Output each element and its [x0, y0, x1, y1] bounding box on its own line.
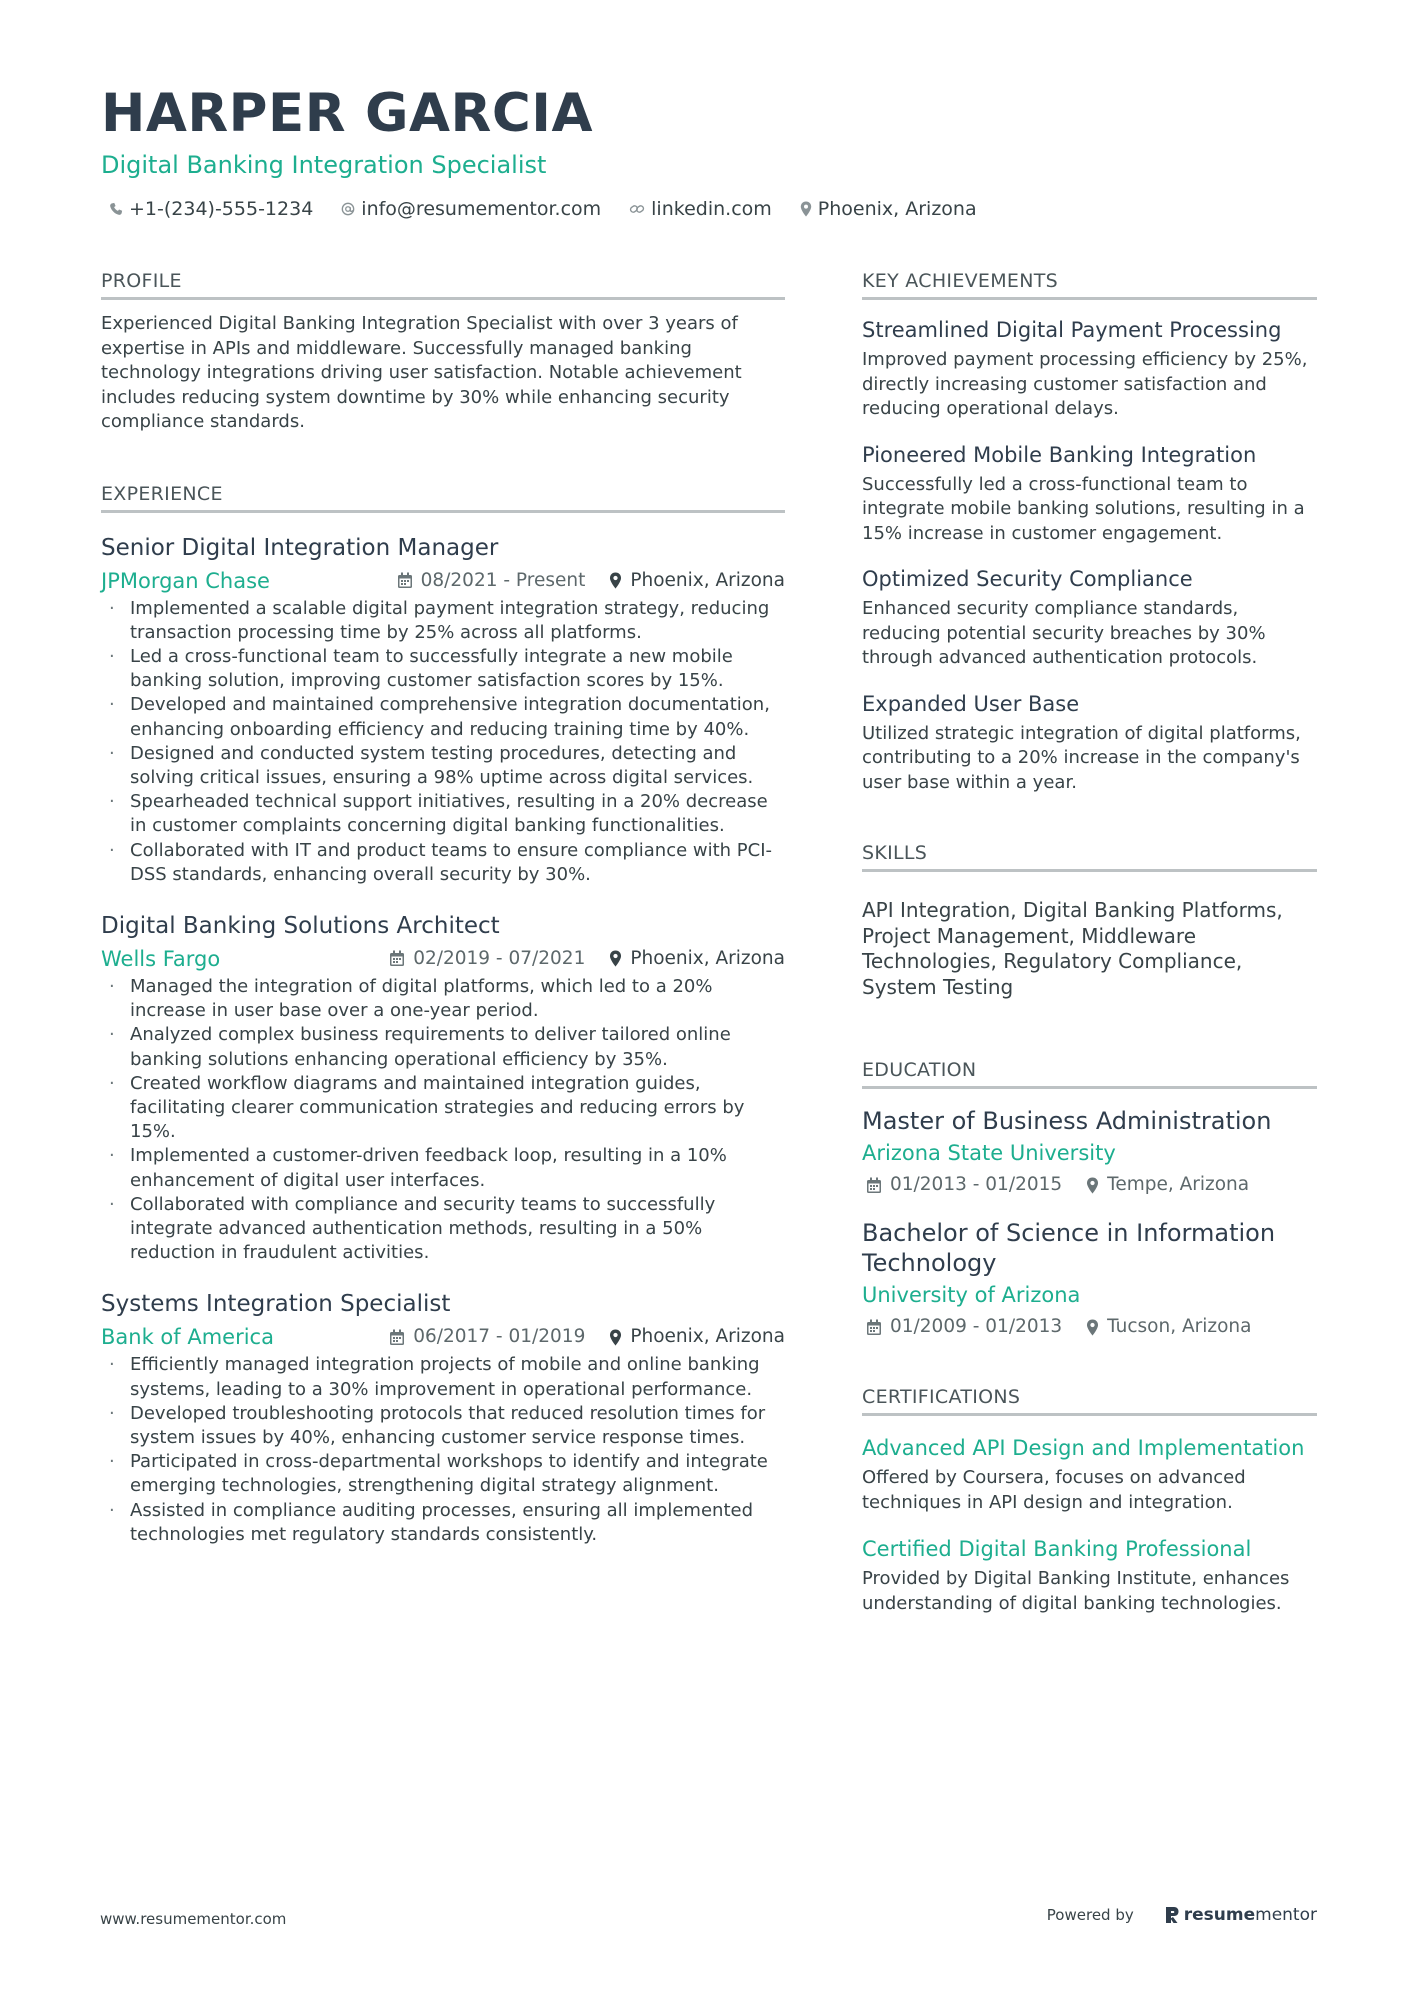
contact-location — [800, 198, 977, 220]
bullet-item: · Led a cross-functional team to successfully integrate a new mobile banking solution, improving customer satisfaction scores by 15%. — [101, 645, 785, 693]
education-item — [862, 1106, 1317, 1198]
education-dates-text: 01/2013 - 01/2015 — [890, 1174, 1063, 1195]
company-name: JPMorgan Chase — [101, 568, 270, 593]
left-column — [101, 268, 785, 1547]
certification-title: Certified Digital Banking Professional — [862, 1537, 1252, 1561]
education-dates — [866, 1172, 1062, 1198]
achievement-desc: Successfully led a cross-functional team to integrate mobile banking solutions, resulting in a 15% increase in customer engagement. — [862, 473, 1305, 544]
bullet-item: · Efficiently managed integration projects of mobile and online banking systems, leading to a 30% improvement in operational performance. — [101, 1353, 785, 1401]
skills-heading: SKILLS — [862, 840, 1317, 872]
at-icon — [341, 202, 355, 216]
job-dates-text: 02/2019 - 07/2021 — [413, 947, 586, 969]
job-dates-text: 08/2021 - Present — [420, 569, 586, 591]
contact-email[interactable] — [341, 198, 601, 220]
education-location — [1086, 1314, 1251, 1340]
location-pin-icon — [1086, 1319, 1099, 1336]
bullet-item: · Collaborated with compliance and security teams to successfully integrate advanced authentication methods, resulting in a 50% reduction in fraudulent activities. — [101, 1193, 785, 1266]
achievement-title: Pioneered Mobile Banking Integration — [862, 442, 1257, 467]
brand-bold-text: resume — [1183, 1905, 1256, 1925]
certifications-heading: CERTIFICATIONS — [862, 1384, 1317, 1416]
job-meta-right — [389, 1323, 785, 1351]
job-bullets — [101, 597, 785, 887]
education-dates — [866, 1314, 1062, 1340]
company-name: Wells Fargo — [101, 946, 221, 971]
certification-desc: Provided by Digital Banking Institute, enhances understanding of digital banking technologies. — [862, 1568, 1290, 1614]
achievement-title: Expanded User Base — [862, 691, 1080, 716]
education-meta — [862, 1172, 1317, 1198]
certification-desc: Offered by Coursera, focuses on advanced techniques in API design and integration. — [862, 1467, 1246, 1513]
job-meta-right — [389, 945, 785, 973]
certification-title: Advanced API Design and Implementation — [862, 1436, 1305, 1460]
education-heading: EDUCATION — [862, 1057, 1317, 1089]
right-column — [862, 268, 1317, 1616]
job-meta — [101, 945, 785, 973]
brand-light-text: mentor — [1255, 1905, 1317, 1925]
candidate-title: Digital Banking Integration Specialist — [101, 151, 547, 179]
education-school: Arizona State University — [862, 1141, 1116, 1165]
contact-phone — [109, 198, 313, 220]
education-section — [862, 1057, 1317, 1340]
calendar-icon — [866, 1319, 882, 1336]
achievement-title: Optimized Security Compliance — [862, 567, 1193, 591]
bullet-item: · Designed and conducted system testing procedures, detecting and solving critical issues, ensuring a 98% uptime across digital services. — [101, 742, 785, 790]
job-location — [609, 567, 785, 595]
achievement-desc: Utilized strategic integration of digital platforms, contributing to a 20% increase in the company's user base within a year. — [862, 722, 1301, 793]
job-dates — [389, 1323, 585, 1351]
job-dates-text: 06/2017 - 01/2019 — [413, 1326, 586, 1348]
education-location — [1086, 1172, 1249, 1198]
education-dates-text: 01/2009 - 01/2013 — [890, 1316, 1063, 1337]
contact-linkedin[interactable] — [629, 198, 772, 220]
job-location-text: Phoenix, Arizona — [630, 1326, 785, 1348]
location-pin-icon — [1086, 1177, 1099, 1194]
bullet-item: · Developed troubleshooting protocols that reduced resolution times for system issues by 40%, enhancing customer service response times. — [101, 1402, 785, 1450]
education-degree: Bachelor of Science in Information Technology — [862, 1219, 1276, 1277]
job-location — [609, 1323, 785, 1351]
education-location-text: Tempe, Arizona — [1107, 1174, 1250, 1195]
job-dates — [389, 945, 585, 973]
education-school: University of Arizona — [862, 1283, 1081, 1307]
achievement-item — [862, 316, 1317, 422]
bullet-item: · Implemented a scalable digital payment integration strategy, reducing transaction processing time by 25% across all platforms. — [101, 597, 785, 645]
footer-branding — [1047, 1905, 1317, 1925]
bullet-item: · Managed the integration of digital platforms, which led to a 20% increase in user base over a one-year period. — [101, 975, 785, 1023]
job-meta — [101, 1323, 785, 1351]
job-title: Digital Banking Solutions Architect — [101, 912, 500, 939]
company-name: Bank of America — [101, 1325, 274, 1350]
location-text: Phoenix, Arizona — [817, 198, 977, 220]
achievement-desc: Enhanced security compliance standards, reducing potential security breaches by 30% through advanced authentication protocols. — [862, 598, 1266, 668]
location-pin-icon — [609, 572, 622, 589]
certifications-section — [862, 1384, 1317, 1616]
achievement-item — [862, 565, 1317, 671]
location-pin-icon — [800, 201, 812, 217]
bullet-item: · Analyzed complex business requirements to deliver tailored online banking solutions enhancing operational efficiency by 35%. — [101, 1023, 785, 1071]
achievement-desc: Improved payment processing efficiency by 25%, directly increasing customer satisfaction and reducing operational delays. — [862, 349, 1308, 419]
job-location-text: Phoenix, Arizona — [630, 947, 785, 969]
profile-section — [101, 268, 785, 435]
job-meta-right — [397, 567, 785, 595]
job-entry — [101, 533, 785, 887]
job-location — [609, 945, 785, 973]
achievement-title: Streamlined Digital Payment Processing — [862, 318, 1282, 342]
calendar-icon — [389, 1329, 405, 1346]
achievement-item — [862, 441, 1317, 547]
certification-item — [862, 1434, 1317, 1515]
job-meta — [101, 567, 785, 595]
bullet-item: · Spearheaded technical support initiatives, resulting in a 20% decrease in customer complaints concerning digital banking functionalities. — [101, 790, 785, 838]
bullet-item: · Implemented a customer-driven feedback loop, resulting in a 10% enhancement of digital user interfaces. — [101, 1144, 785, 1192]
certification-item — [862, 1535, 1317, 1616]
job-entry — [101, 1289, 785, 1547]
bullet-item: · Developed and maintained comprehensive integration documentation, enhancing onboarding efficiency and reducing training time by 40%. — [101, 693, 785, 741]
location-pin-icon — [609, 1329, 622, 1346]
bullet-item: · Assisted in compliance auditing processes, ensuring all implemented technologies met regulatory standards consistently. — [101, 1499, 785, 1547]
profile-heading: PROFILE — [101, 268, 785, 300]
brand-logo[interactable] — [1164, 1905, 1317, 1925]
linkedin-text: linkedin.com — [651, 198, 772, 220]
job-title: Systems Integration Specialist — [101, 1291, 451, 1318]
experience-section — [101, 481, 785, 1548]
resumementor-logo-icon — [1164, 1905, 1180, 1925]
calendar-icon — [397, 572, 413, 589]
education-degree: Master of Business Administration — [862, 1107, 1272, 1135]
bullet-item: · Created workflow diagrams and maintained integration guides, facilitating clearer communication strategies and reducing errors by 15%. — [101, 1072, 785, 1145]
achievements-heading: KEY ACHIEVEMENTS — [862, 268, 1317, 300]
email-text: info@resumementor.com — [361, 198, 602, 220]
education-meta — [862, 1314, 1317, 1340]
skills-text: API Integration, Digital Banking Platforms, Project Management, Middleware Technologies, Regulatory Compliance, System Testing — [862, 898, 1283, 999]
achievement-item — [862, 690, 1317, 796]
achievements-section — [862, 268, 1317, 795]
job-bullets — [101, 975, 785, 1265]
calendar-icon — [866, 1177, 882, 1194]
skills-section — [862, 840, 1317, 1000]
phone-icon — [109, 202, 123, 216]
contact-bar — [101, 198, 1321, 220]
job-title: Senior Digital Integration Manager — [101, 534, 499, 561]
bullet-item: · Participated in cross-departmental workshops to identify and integrate emerging technologies, strengthening digital strategy alignment. — [101, 1450, 785, 1498]
job-entry — [101, 911, 785, 1265]
resume-header — [101, 82, 1321, 220]
phone-text: +1-(234)-555-1234 — [129, 198, 314, 220]
education-item — [862, 1218, 1317, 1340]
experience-heading: EXPERIENCE — [101, 481, 785, 513]
job-bullets — [101, 1353, 785, 1547]
calendar-icon — [389, 950, 405, 967]
profile-text: Experienced Digital Banking Integration Specialist with over 3 years of expertise in APIs and middleware. Successfully managed banking technology integrations driving user satisfaction. Notable achievement includes reducing system downtime by 30% while enhancing security compliance standards. — [101, 313, 742, 432]
candidate-name: HARPER GARCIA — [101, 83, 593, 144]
link-icon — [629, 202, 645, 216]
powered-by-label: Powered by — [1046, 1906, 1134, 1924]
bullet-item: · Collaborated with IT and product teams to ensure compliance with PCI-DSS standards, enhancing overall security by 30%. — [101, 839, 785, 887]
education-location-text: Tucson, Arizona — [1107, 1316, 1252, 1337]
job-dates — [397, 567, 586, 595]
location-pin-icon — [609, 950, 622, 967]
job-location-text: Phoenix, Arizona — [630, 569, 785, 591]
footer-website[interactable]: www.resumementor.com — [100, 1910, 287, 1928]
